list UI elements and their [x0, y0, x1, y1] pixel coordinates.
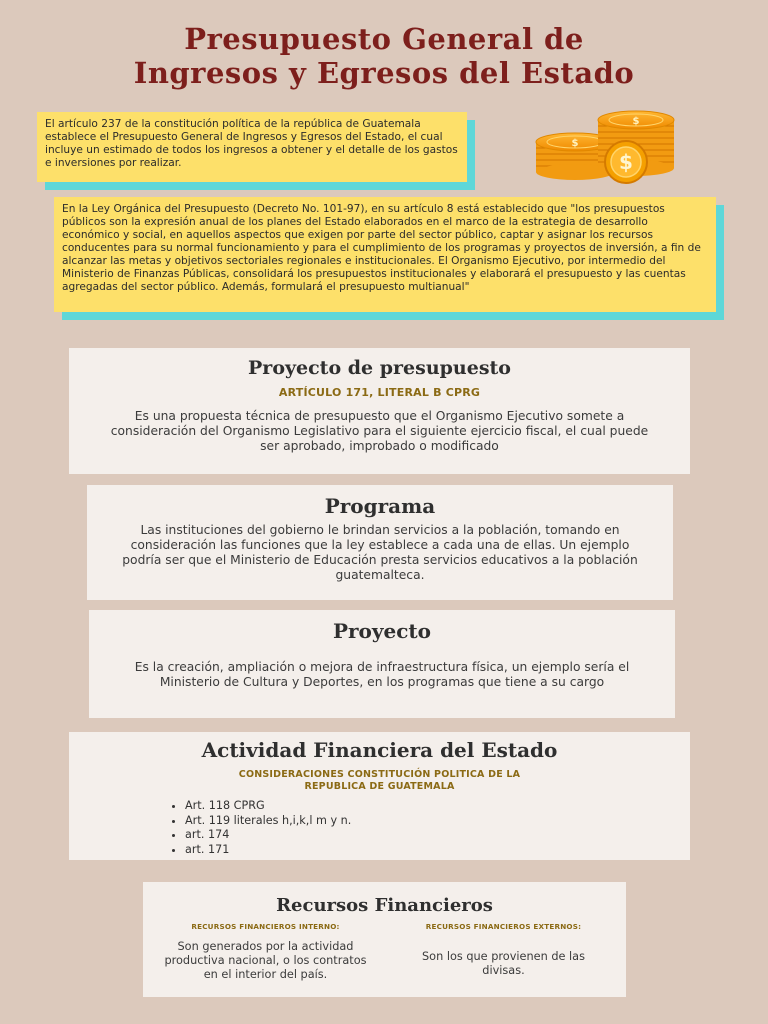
recursos-columns — [143, 922, 626, 982]
recursos-interno-column — [163, 922, 368, 982]
card-body: Es la creación, ampliación o mejora de infraestructura física, un ejemplo sería el Ministerio de Cultura y Deportes, en los programas que tiene a su cargo — [134, 660, 630, 689]
card-actividad-financiera — [69, 732, 690, 860]
card-proyecto — [89, 610, 675, 718]
intro-paragraph-2: En la Ley Orgánica del Presupuesto (Decreto No. 101-97), en su artículo 8 está establecido que "los presupuestos públicos son la expresión anual de los planes del Estado elaborados en el marco de la estrategia de desarrollo económico y social, en aquellos aspectos que exigen por parte del sector público, captar y asignar los recursos conducentes para su normal funcionamiento y para el cumplimiento de los programas y proyectos de inversión, a fin de alcanzar las metas y objetivos sectoriales regionales e institucionales. El Organismo Ejecutivo, por intermedio del Ministerio de Finanzas Públicas, consolidará los presupuestos institucionales y elaborará el presupuesto y las cuentas agregadas del sector público. Además, formulará el presupuesto multianual" — [62, 203, 701, 293]
card-heading: Proyecto de presupuesto — [248, 357, 511, 379]
card-heading: Recursos Financieros — [276, 895, 493, 916]
intro-note-constitucion — [37, 112, 467, 182]
title-line-1: Presupuesto General de — [184, 22, 584, 56]
list-item: • Art. 119 literales h,i,k,l m y n. — [185, 814, 690, 829]
card-body: Es una propuesta técnica de presupuesto que el Organismo Ejecutivo somete a consideración del Organismo Legislativo para el siguiente ejercicio fiscal, el cual puede ser aprobado, improbado o modificado — [110, 409, 649, 453]
svg-text:$: $ — [632, 116, 640, 127]
coins-stack-icon — [532, 108, 682, 186]
card-heading: Proyecto — [332, 619, 432, 643]
list-item: • art. 174 — [185, 828, 690, 843]
page-title — [0, 22, 768, 90]
recursos-externo-column — [401, 922, 606, 982]
list-item: • art. 171 — [185, 843, 690, 858]
intro-paragraph-1: El artículo 237 de la constitución política de la república de Guatemala establece el Presupuesto General de Ingresos y Egresos del Estado, el cual incluye un estimado de todos los ingresos a obtener y el detalle de los gastos e inversiones por realizar. — [45, 118, 458, 169]
card-programa — [87, 485, 673, 600]
card-subheading: ARTÍCULO 171, LITERAL B CPRG — [278, 386, 481, 399]
card-body: Las instituciones del gobierno le brindan servicios a la población, tomando en consideración las funciones que la ley establece a cada una de ellas. Un ejemplo podría ser que el Ministerio de Educación presta servicios educativos a la población guatemalteca. — [122, 523, 638, 582]
svg-text:$: $ — [571, 138, 579, 149]
intro-note-ley-organica — [54, 197, 716, 312]
coin-symbol: $ — [619, 150, 633, 174]
card-subheading: CONSIDERACIONES CONSTITUCIÓN POLITICA DE LA REPUBLICA DE GUATEMALA — [238, 769, 521, 792]
recursos-interno-label: RECURSOS FINANCIEROS INTERNO: — [191, 922, 340, 931]
recursos-externo-body: Son los que provienen de las divisas. — [421, 950, 585, 977]
card-recursos-financieros — [143, 882, 626, 997]
recursos-externo-label: RECURSOS FINANCIEROS EXTERNOS: — [425, 922, 582, 931]
recursos-interno-body: Son generados por la actividad productiva nacional, o los contratos en el interior del país. — [164, 940, 367, 981]
card-heading: Programa — [324, 494, 436, 518]
title-line-2: Ingresos y Egresos del Estado — [133, 56, 635, 90]
card-proyecto-de-presupuesto — [69, 348, 690, 474]
list-item: • Art. 118 CPRG — [185, 799, 690, 814]
card-heading: Actividad Financiera del Estado — [201, 738, 558, 762]
articles-list — [165, 799, 690, 857]
